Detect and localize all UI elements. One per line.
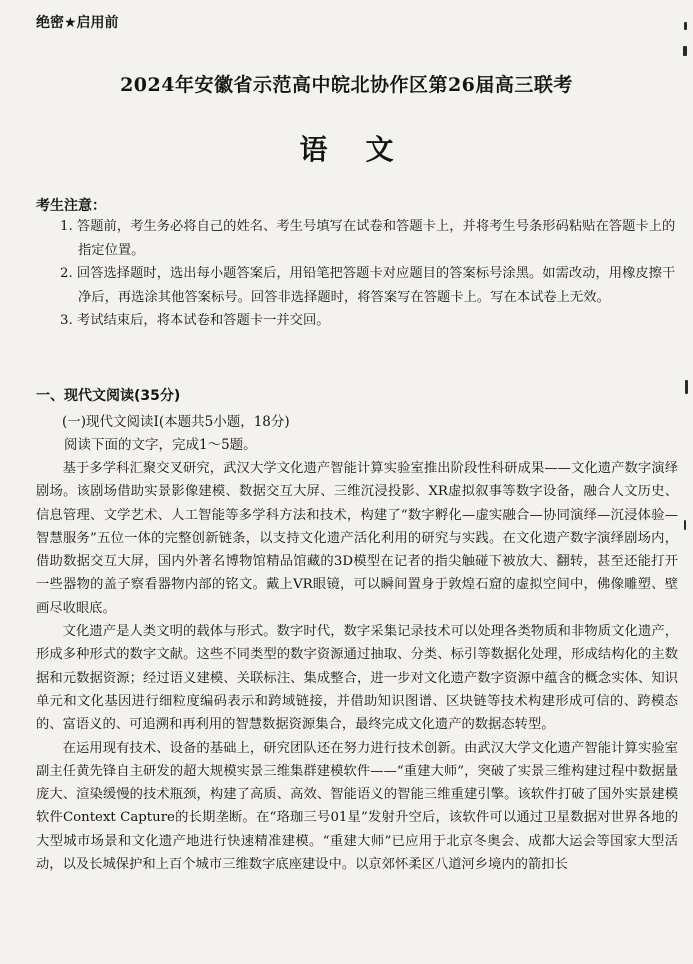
exam-title: 2024年安徽省示范高中皖北协作区第26届高三联考 xyxy=(120,74,573,96)
passage-paragraph: 文化遗产是人类文明的载体与形式。数字时代，数字采集记录技术可以处理各类物质和非物质文化遗产，形成多种形式的数字文献。这些不同类型的数字资源通过抽取、分类、标引等数据化处理，形成结构化的主数据和元数据资源；经过语义建模、关联标注、集成整合，进一步对文化遗产数字资源中蕴含的概念实体、知识单元和文化基因进行细粒度编码表示和跨域链接，并借助知识图谱、区块链等技术构建形成可信的、跨模态的、富语义的、可追溯和再利用的智慧数据资源集合，最终完成文化遗产的数据态转型。 xyxy=(36,624,678,733)
notice-list xyxy=(60,215,680,333)
subsection-heading: (一)现代文阅读Ⅰ(本题共5小题，18分) xyxy=(62,414,290,430)
passage-paragraph: 基于多学科汇聚交叉研究，武汉大学文化遗产智能计算实验室推出阶段性科研成果——文化遗产数字演绎剧场。该剧场借助实景影像建模、数据交互大屏、三维沉浸投影、XR虚拟叙事等数字设备，融合人文历史、信息管理、文学艺术、人工智能等多学科方法和技术，构建了“数字孵化—虚实融合—协同演绎—沉浸体验—智慧服务”五位一体的完整创新链条，以支持文化遗产活化利用的研究与实践。在文化遗产数字演绎剧场内，借助数据交互大屏，国内外著名博物馆精品馆藏的3D模型在记者的指尖触碰下被放大、翻转，甚至还能打开一些器物的盖子察看器物内部的铭文。戴上VR眼镜，可以瞬间置身于敦煌石窟的虚拟空间中，佛像雕塑、壁画尽收眼底。 xyxy=(36,461,678,616)
scan-mark xyxy=(685,380,688,394)
reading-instruction: 阅读下面的文字，完成1～5题。 xyxy=(64,437,257,453)
notice-item: 1. 答题前，考生务必将自己的姓名、考生号填写在试卷和答题卡上，并将考生号条形码粘贴在答题卡上的指定位置。 xyxy=(60,219,676,258)
notice-heading: 考生注意： xyxy=(36,198,106,214)
reading-passage xyxy=(36,457,678,876)
scan-mark xyxy=(684,520,686,530)
section-heading: 一、现代文阅读(35分) xyxy=(36,388,181,404)
scan-mark xyxy=(684,22,687,30)
confidential-label: 绝密★启用前 xyxy=(36,15,119,31)
passage-paragraph: 在运用现有技术、设备的基础上，研究团队还在努力进行技术创新。由武汉大学文化遗产智能计算实验室副主任黄先锋自主研发的超大规模实景三维集群建模软件——“重建大师”，突破了实景三维构建过程中数据量庞大、渲染缓慢的技术瓶颈，构建了高质、高效、智能语义的智能三维重建引擎。该软件打破了国外实景建模软件Context Capture的长期垄断。在“珞珈三号01星”发射升空后，该软件可以通过卫星数据对世界各地的大型城市场景和文化遗产地进行快速精准建模。“重建大师”已应用于北京冬奥会、成都大运会等国家大型活动，以及长城保护和上百个城市三维数字底座建设中。以京郊怀柔区八道河乡境内的箭扣长 xyxy=(36,740,678,873)
scan-mark xyxy=(683,46,687,56)
subject-title: 语文 xyxy=(299,133,432,166)
notice-item: 2. 回答选择题时，选出每小题答案后，用铅笔把答题卡对应题目的答案标号涂黑。如需改动，用橡皮擦干净后，再选涂其他答案标号。回答非选择题时，将答案写在答题卡上。写在本试卷上无效。 xyxy=(60,266,676,305)
notice-item: 3. 考试结束后，将本试卷和答题卡一并交回。 xyxy=(60,313,330,328)
